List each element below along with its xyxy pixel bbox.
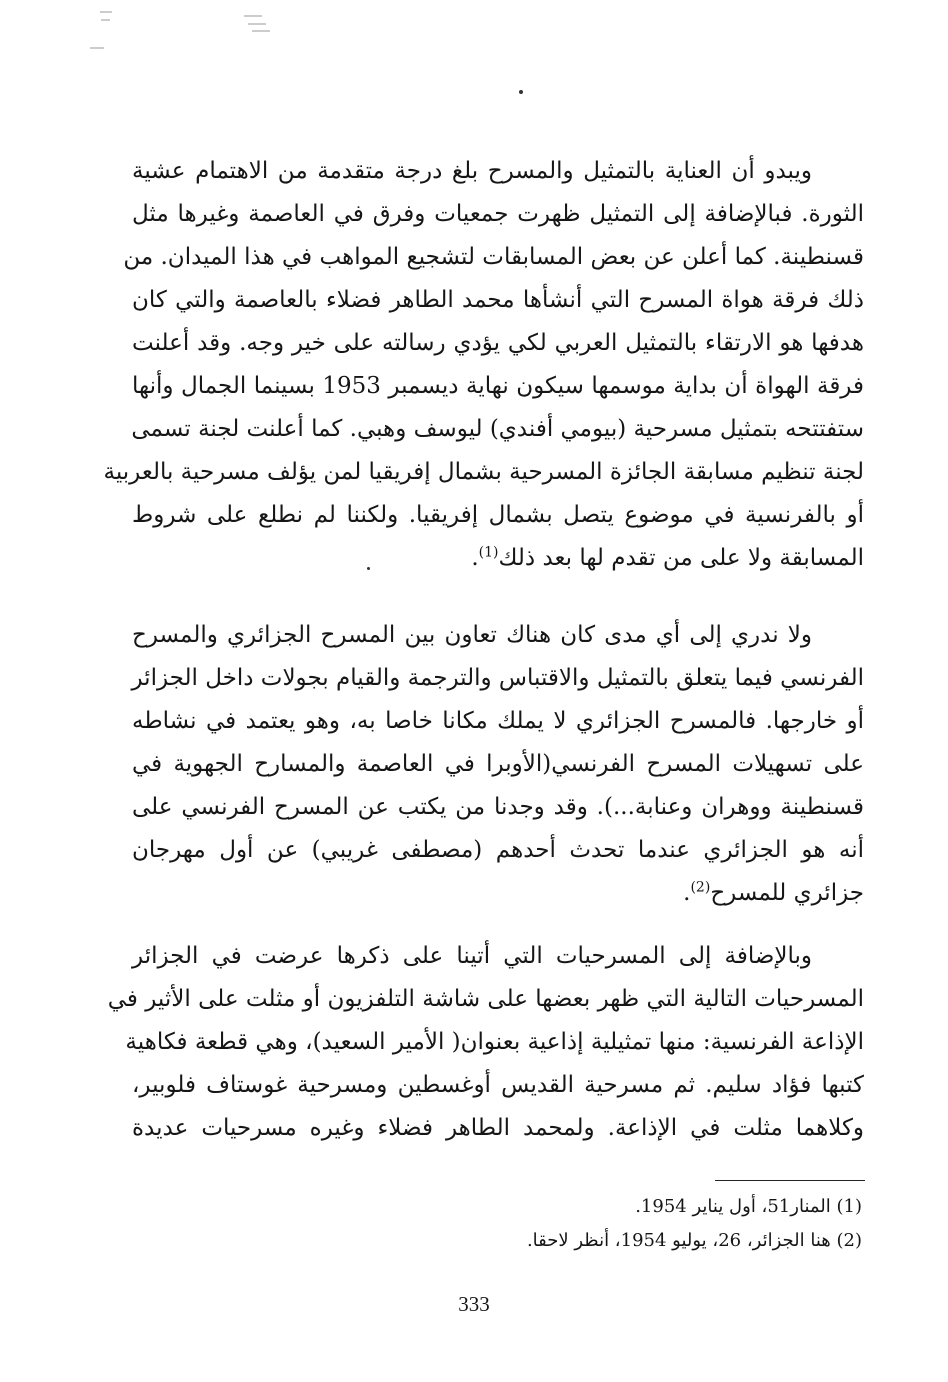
footnote-2: (2) هنا الجزائر، 26، يوليو 1954، أنظر لاحقا. [526, 1230, 862, 1251]
text-line: الفرنسي فيما يتعلق بالتمثيل والاقتباس والترجمة والقيام بجولات داخل الجزائر [131, 665, 864, 691]
sentence-end: . [471, 545, 479, 571]
text-line: ويبدو أن العناية بالتمثيل والمسرح بلغ درجة متقدمة من الاهتمام عشية [132, 158, 812, 184]
text-line: الإذاعة الفرنسية: منها تمثيلية إذاعية بعنوان( الأمير السعيد)، وهي قطعة فكاهية [125, 1029, 864, 1055]
footnote-divider [715, 1180, 865, 1181]
text-line: فرقة الهواة أن بداية موسمها سيكون نهاية ديسمبر 1953 بسينما الجمال وأنها [132, 373, 864, 399]
scan-artifacts [0, 0, 948, 120]
text-line: قسنطينة ووهران وعنابة...). وقد وجدنا من يكتب عن المسرح الفرنسي على [132, 794, 864, 820]
text-line-last [132, 872, 864, 915]
text-line-last [132, 537, 864, 580]
sentence-end: . [683, 880, 691, 906]
paragraph-3 [107, 935, 864, 1150]
text-line: ذلك فرقة هواة المسرح التي أنشأها محمد الطاهر فضلاء بالعاصمة والتي كان [132, 287, 864, 313]
footnotes [300, 1190, 862, 1258]
text-line: وبالإضافة إلى المسرحيات التي أتينا على ذكرها عرضت في الجزائر [132, 943, 812, 969]
footnote-ref-2[interactable]: (2) [690, 879, 711, 896]
text-line: على تسهيلات المسرح الفرنسي(الأوبرا في العاصمة والمسارح الجهوية في [132, 751, 864, 777]
text-line: المسرحيات التالية التي ظهر بعضها على شاشة التلفزيون أو مثلت على الأثير في [107, 986, 864, 1012]
footnote-1: (1) المنار51، أول يناير 1954. [635, 1196, 862, 1217]
text-line: ولا ندري إلى أي مدى كان هناك تعاون بين المسرح الجزائري والمسرح [132, 622, 812, 648]
text-line: ستفتتحه بتمثيل مسرحية (بيومي أفندي) ليوسف وهبي. كما أعلنت لجنة تسمى [131, 416, 864, 442]
text-line-content: جزائري للمسرح [710, 880, 864, 906]
text-line: لجنة تنظيم مسابقة الجائزة المسرحية بشمال إفريقيا لمن يؤلف مسرحية بالعربية [103, 459, 864, 485]
text-line: الثورة. فبالإضافة إلى التمثيل ظهرت جمعيات وفرق في العاصمة وغيرها مثل [132, 201, 864, 227]
text-line: أو خارجها. فالمسرح الجزائري لا يملك مكانا خاصا به، وهو يعتمد في نشاطه [132, 708, 864, 734]
footnote-ref-1[interactable]: (1) [478, 544, 499, 561]
text-line: أو بالفرنسية في موضوع يتصل بشمال إفريقيا. ولكننا لم نطلع على شروط [132, 502, 864, 528]
paragraph-2 [132, 614, 864, 915]
text-line: هدفها هو الارتقاء بالتمثيل العربي لكي يؤدي رسالته على خير وجه. وقد أعلنت [132, 330, 864, 356]
text-line: قسنطينة. كما أعلن عن بعض المسابقات لتشجيع المواهب في هذا الميدان. من [123, 244, 864, 270]
text-line: وكلاهما مثلت في الإذاعة. ولمحمد الطاهر فضلاء وغيره مسرحيات عديدة [132, 1115, 864, 1141]
paragraph-1 [103, 150, 864, 580]
page-number: 333 [458, 1292, 490, 1316]
text-line: أنه هو الجزائري عندما تحدث أحدهم (مصطفى غريبي) عن أول مهرجان [132, 837, 864, 863]
text-line-content: المسابقة ولا على من تقدم لها بعد ذلك [498, 545, 864, 571]
text-line: كتبها فؤاد سليم. ثم مسرحية القديس أوغسطين ومسرحية غوستاف فلوبير، [132, 1072, 864, 1098]
